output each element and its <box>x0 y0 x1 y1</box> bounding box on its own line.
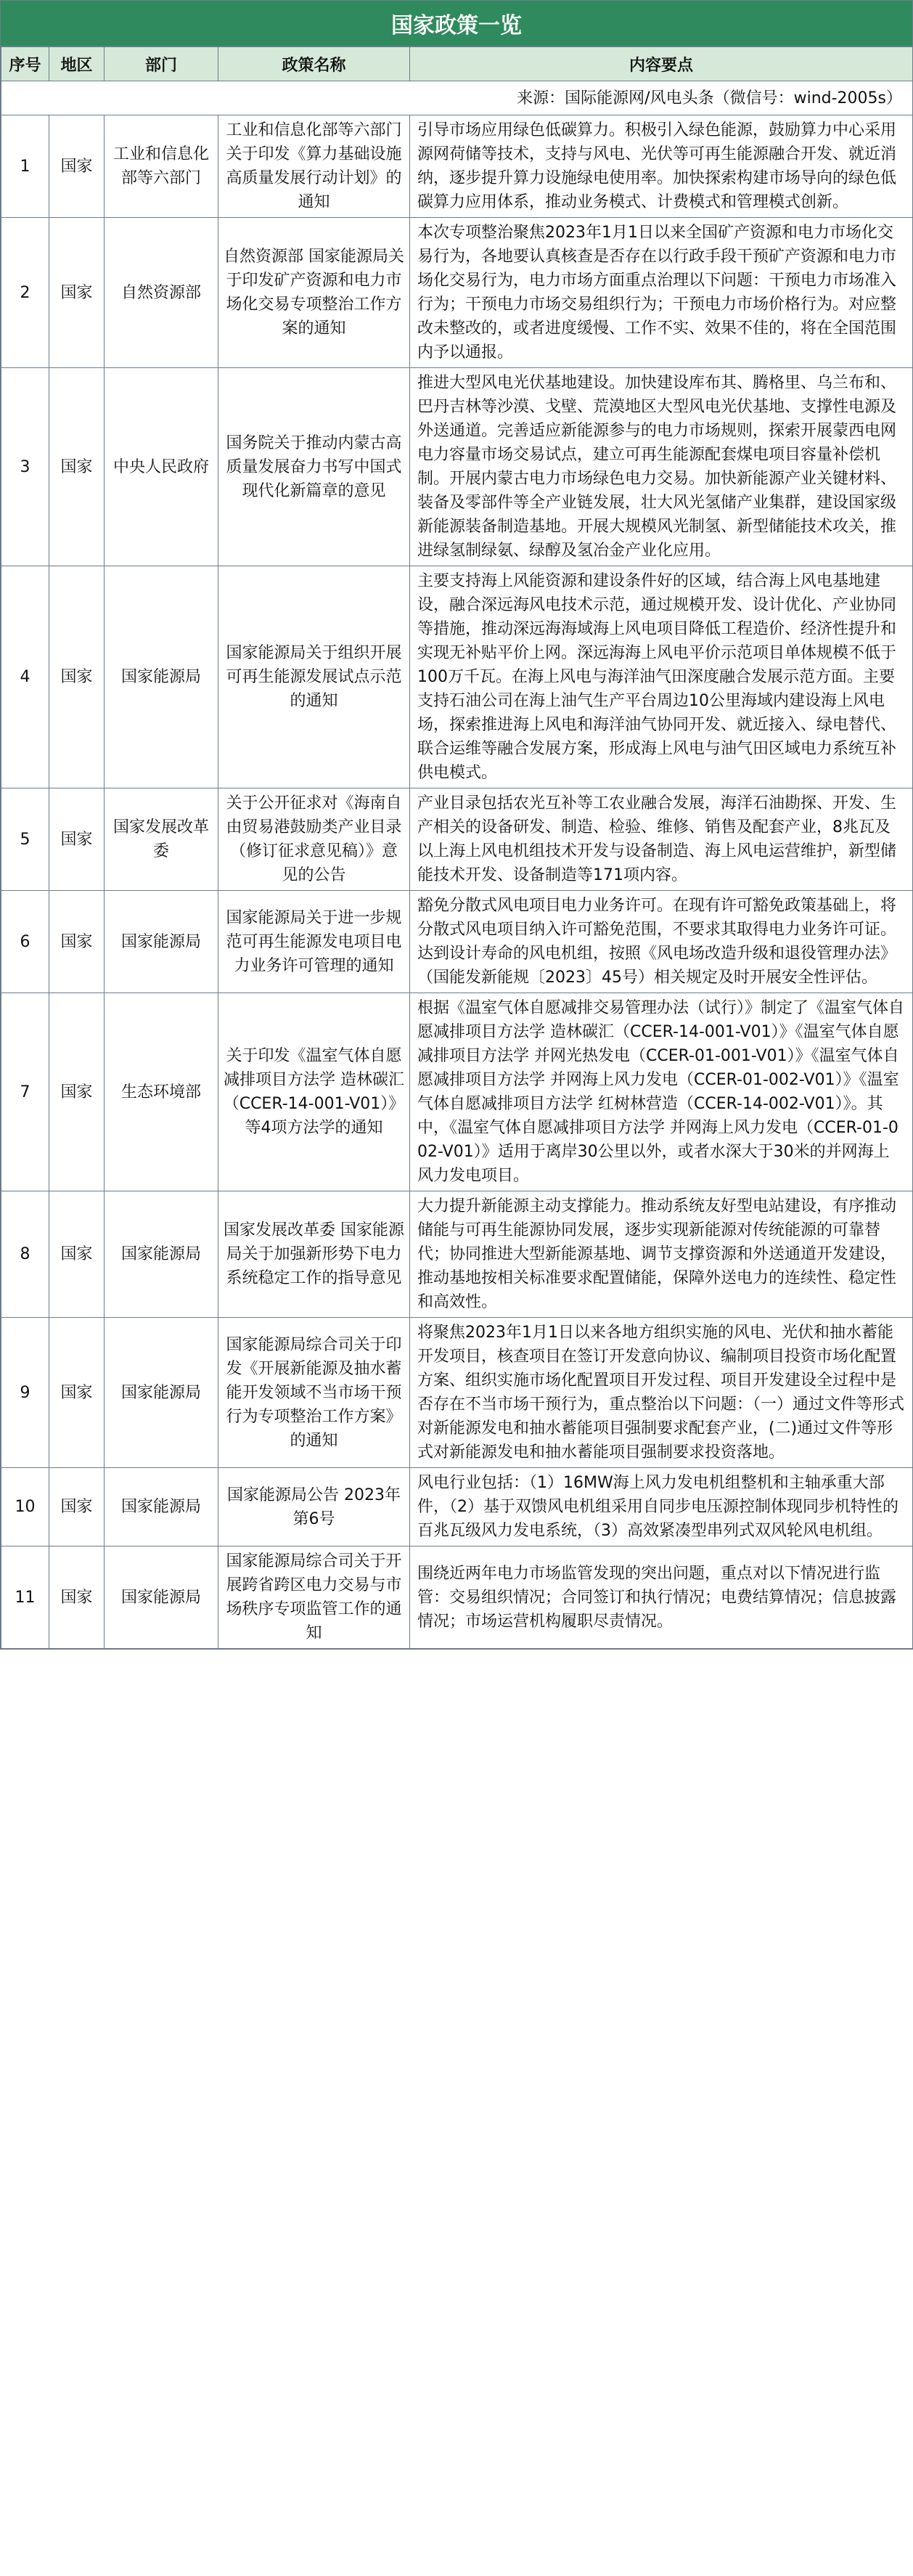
row-content: 大力提升新能源主动支撑能力。推动系统友好型电站建设，有序推动储能与可再生能源协同发展，逐步实现新能源对传统能源的可靠替代；协同推进大型新能源基地、调节支撑资源和外送通道开发建设，推动基地按相关标准要求配置储能，保障外送电力的连续性、稳定性和高效性。 <box>410 1191 913 1318</box>
row-area: 国家 <box>49 1468 105 1546</box>
row-policy-name: 国家能源局公告 2023年第6号 <box>218 1468 410 1546</box>
source-note: 来源：国际能源网/风电头条（微信号：wind-2005s） <box>1 81 913 115</box>
policy-table <box>1 46 913 1649</box>
row-policy-name: 国家能源局关于组织开展可再生能源发展试点示范的通知 <box>218 566 410 788</box>
row-content: 豁免分散式风电项目电力业务许可。在现有许可豁免政策基础上，将分散式风电项目纳入许可豁免范围，不要求其取得电力业务许可证。达到设计寿命的风电机组，按照《风电场改造升级和退役管理办法》（国能发新能规〔2023〕45号）相关规定及时开展安全性评估。 <box>410 891 913 993</box>
row-content: 主要支持海上风能资源和建设条件好的区域，结合海上风电基地建设，融合深远海风电技术示范，通过规模开发、设计优化、产业协同等措施，推动深远海海域海上风电项目降低工程造价、经济性提升和实现无补贴平价上网。深远海海上风电平价示范项目单体规模不低于100万千瓦。在海上风电与海洋油气田深度融合发展示范方面。主要支持石油公司在海上油气生产平台周边10公里海域内建设海上风电场，探索推进海上风电和海洋油气协同开发、就近接入、绿电替代、联合运维等融合发展方案，形成海上风电与油气田区域电力系统互补供电模式。 <box>410 566 913 788</box>
row-policy-name: 国家能源局综合司关于印发《开展新能源及抽水蓄能开发领域不当市场干预行为专项整治工作方案》的通知 <box>218 1318 410 1468</box>
row-department: 生态环境部 <box>105 993 218 1191</box>
row-content: 产业目录包括农光互补等工农业融合发展，海洋石油勘探、开发、生产相关的设备研发、制造、检验、维修、销售及配套产业，8兆瓦及以上海上风电机组技术开发与设备制造、海上风电运营维护，新型储能技术开发、设备制造等171项内容。 <box>410 788 913 891</box>
table-row <box>1 218 913 368</box>
row-number: 1 <box>1 115 49 218</box>
row-number: 9 <box>1 1318 49 1468</box>
row-department: 国家能源局 <box>105 1318 218 1468</box>
row-content: 推进大型风电光伏基地建设。加快建设库布其、腾格里、乌兰布和、巴丹吉林等沙漠、戈壁、荒漠地区大型风电光伏基地、支撑性电源及外送通道。完善适应新能源参与的电力市场规则，探索开展蒙西电网电力容量市场交易试点，建立可再生能源配套煤电项目容量补偿机制。开展内蒙古电力市场绿色电力交易。加快新能源产业关键材料、装备及零部件等全产业链发展，壮大风光氢储产业集群，建设国家级新能源装备制造基地。开展大规模风光制氢、新型储能技术攻关，推进绿氢制绿氨、绿醇及氢冶金产业化应用。 <box>410 368 913 566</box>
row-number: 6 <box>1 891 49 993</box>
row-area: 国家 <box>49 1546 105 1649</box>
header-area: 地区 <box>49 47 105 81</box>
row-department: 自然资源部 <box>105 218 218 368</box>
row-area: 国家 <box>49 891 105 993</box>
row-policy-name: 关于公开征求对《海南自由贸易港鼓励类产业目录（修订征求意见稿）》意见的公告 <box>218 788 410 891</box>
row-policy-name: 工业和信息化部等六部门关于印发《算力基础设施高质量发展行动计划》的通知 <box>218 115 410 218</box>
sheet-title: 国家政策一览 <box>1 1 912 46</box>
table-row <box>1 368 913 566</box>
row-department: 工业和信息化部等六部门 <box>105 115 218 218</box>
row-content: 本次专项整治聚焦2023年1月1日以来全国矿产资源和电力市场化交易行为，各地要认真核查是否存在以行政手段干预矿产资源和电力市场化交易行为，电力市场方面重点治理以下问题：干预电力市场准入行为；干预电力市场交易组织行为；干预电力市场价格行为。对应整改未整改的，或者进度缓慢、工作不实、效果不佳的，将在全国范围内予以通报。 <box>410 218 913 368</box>
row-department: 国家能源局 <box>105 891 218 993</box>
row-number: 2 <box>1 218 49 368</box>
row-content: 围绕近两年电力市场监管发现的突出问题，重点对以下情况进行监管：交易组织情况；合同签订和执行情况；电费结算情况；信息披露情况；市场运营机构履职尽责情况。 <box>410 1546 913 1649</box>
row-number: 3 <box>1 368 49 566</box>
row-department: 国家能源局 <box>105 566 218 788</box>
row-policy-name: 国家能源局综合司关于开展跨省跨区电力交易与市场秩序专项监管工作的通知 <box>218 1546 410 1649</box>
row-department: 国家能源局 <box>105 1468 218 1546</box>
row-content: 引导市场应用绿色低碳算力。积极引入绿色能源，鼓励算力中心采用源网荷储等技术，支持与风电、光伏等可再生能源融合开发、就近消纳，逐步提升算力设施绿电使用率。加快探索构建市场导向的绿色低碳算力应用体系，推动业务模式、计费模式和管理模式创新。 <box>410 115 913 218</box>
header-policy-name: 政策名称 <box>218 47 410 81</box>
row-number: 10 <box>1 1468 49 1546</box>
row-department: 中央人民政府 <box>105 368 218 566</box>
row-number: 5 <box>1 788 49 891</box>
row-department: 国家发展改革委 <box>105 788 218 891</box>
table-row <box>1 566 913 788</box>
row-number: 8 <box>1 1191 49 1318</box>
table-row <box>1 1546 913 1649</box>
header-row <box>1 47 913 81</box>
row-area: 国家 <box>49 566 105 788</box>
row-number: 11 <box>1 1546 49 1649</box>
row-area: 国家 <box>49 368 105 566</box>
row-area: 国家 <box>49 993 105 1191</box>
row-area: 国家 <box>49 1191 105 1318</box>
row-policy-name: 国家能源局关于进一步规范可再生能源发电项目电力业务许可管理的通知 <box>218 891 410 993</box>
row-policy-name: 国务院关于推动内蒙古高质量发展奋力书写中国式现代化新篇章的意见 <box>218 368 410 566</box>
table-row <box>1 115 913 218</box>
row-number: 4 <box>1 566 49 788</box>
source-row <box>1 81 913 115</box>
row-area: 国家 <box>49 115 105 218</box>
row-policy-name: 国家发展改革委 国家能源局关于加强新形势下电力系统稳定工作的指导意见 <box>218 1191 410 1318</box>
header-department: 部门 <box>105 47 218 81</box>
table-row <box>1 993 913 1191</box>
header-content: 内容要点 <box>410 47 913 81</box>
row-content: 风电行业包括：（1）16MW海上风力发电机组整机和主轴承重大部件，（2）基于双馈风电机组采用自同步电压源控制体现同步机特性的百兆瓦级风力发电系统，（3）高效紧凑型串列式双风轮风电机组。 <box>410 1468 913 1546</box>
row-area: 国家 <box>49 1318 105 1468</box>
table-row <box>1 1191 913 1318</box>
row-policy-name: 关于印发《温室气体自愿减排项目方法学 造林碳汇（CCER-14-001-V01）》等4项方法学的通知 <box>218 993 410 1191</box>
row-content: 根据《温室气体自愿减排交易管理办法（试行）》制定了《温室气体自愿减排项目方法学 造林碳汇（CCER-14-001-V01）》《温室气体自愿减排项目方法学 并网光热发电（CCER-01-001-V01）》《温室气体自愿减排项目方法学 并网海上风力发电（CCER-01-002-V01）》《温室气体自愿减排项目方法学 红树林营造（CCER-14-002-V01）》。其中，《温室气体自愿减排项目方法学 并网海上风力发电（CCER-01-002-V01）》适用于离岸30公里以外，或者水深大于30米的并网海上风力发电项目。 <box>410 993 913 1191</box>
row-department: 国家能源局 <box>105 1546 218 1649</box>
table-row <box>1 1468 913 1546</box>
table-row <box>1 788 913 891</box>
row-content: 将聚焦2023年1月1日以来各地方组织实施的风电、光伏和抽水蓄能开发项目，核查项目在签订开发意向协议、编制项目投资市场化配置方案、组织实施市场化配置项目开发过程、项目开发建设全过程中是否存在不当市场干预行为，重点整治以下问题：（一）通过文件等形式对新能源发电和抽水蓄能项目强制要求配套产业，(二)通过文件等形式对新能源发电和抽水蓄能项目强制要求投资落地。 <box>410 1318 913 1468</box>
table-row <box>1 1318 913 1468</box>
row-area: 国家 <box>49 788 105 891</box>
table-row <box>1 891 913 993</box>
row-department: 国家能源局 <box>105 1191 218 1318</box>
row-area: 国家 <box>49 218 105 368</box>
row-policy-name: 自然资源部 国家能源局关于印发矿产资源和电力市场化交易专项整治工作方案的通知 <box>218 218 410 368</box>
row-number: 7 <box>1 993 49 1191</box>
header-no: 序号 <box>1 47 49 81</box>
